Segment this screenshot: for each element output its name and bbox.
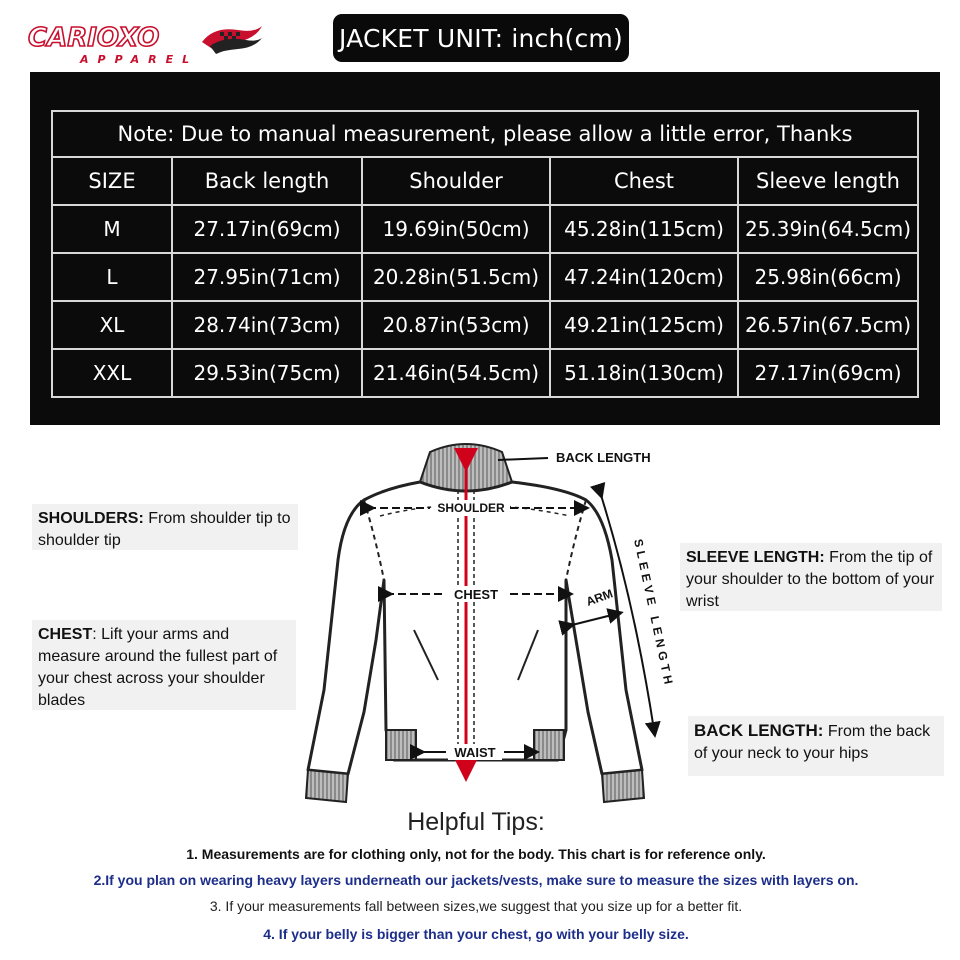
jacket-diagram (298, 430, 678, 810)
size-table-panel (30, 72, 940, 425)
header-shoulder: Shoulder (362, 157, 550, 205)
table-row (52, 349, 918, 397)
table-row (52, 253, 918, 301)
callout-back-text: From the back of your neck to your hips (694, 723, 931, 762)
header-size: SIZE (52, 157, 172, 205)
cell-chest: 47.24in(120cm) (550, 253, 738, 301)
cell-sleeve-length: 26.57in(67.5cm) (738, 301, 918, 349)
callout-sleeve-lead: SLEEVE LENGTH: (686, 549, 825, 566)
tip-item: 4. If your belly is bigger than your chest, go with your belly size. (263, 926, 689, 942)
callout-chest-text: : Lift your arms and measure around the fullest part of your chest across your shoulder blades (38, 626, 278, 709)
cell-back-length: 27.17in(69cm) (172, 205, 362, 253)
cell-size: XXL (52, 349, 172, 397)
callout-shoulders-text: From shoulder tip to shoulder tip (38, 510, 291, 549)
cell-sleeve-length: 25.39in(64.5cm) (738, 205, 918, 253)
callout-shoulders (32, 504, 298, 550)
table-header-row (52, 157, 918, 205)
cell-shoulder: 19.69in(50cm) (362, 205, 550, 253)
unit-title: JACKET UNIT: inch(cm) (333, 14, 629, 62)
table-row (52, 301, 918, 349)
callout-sleeve-length (680, 543, 942, 611)
callout-sleeve-text: From the tip of your shoulder to the bottom of your wrist (686, 549, 935, 610)
header-chest: Chest (550, 157, 738, 205)
cell-chest: 49.21in(125cm) (550, 301, 738, 349)
cell-size: XL (52, 301, 172, 349)
label-waist: WAIST (454, 745, 496, 760)
callout-chest (32, 620, 296, 710)
tips-title: Helpful Tips: (407, 808, 545, 836)
jacket-illustration (298, 430, 678, 810)
logo-graphic (24, 14, 264, 70)
cell-shoulder: 20.87in(53cm) (362, 301, 550, 349)
callout-back-length (688, 716, 944, 776)
callout-shoulders-lead: SHOULDERS: (38, 510, 144, 527)
callout-chest-lead: CHEST (38, 626, 93, 643)
cell-chest: 51.18in(130cm) (550, 349, 738, 397)
cell-back-length: 28.74in(73cm) (172, 301, 362, 349)
label-shoulder: SHOULDER (437, 501, 505, 515)
cell-sleeve-length: 27.17in(69cm) (738, 349, 918, 397)
tip-item: 1. Measurements are for clothing only, not for the body. This chart is for reference only. (186, 846, 766, 862)
tip-item: 2.If you plan on wearing heavy layers underneath our jackets/vests, make sure to measure the sizes with layers on. (93, 872, 859, 888)
cell-size: L (52, 253, 172, 301)
cell-shoulder: 20.28in(51.5cm) (362, 253, 550, 301)
size-table (51, 110, 919, 398)
logo-wordmark: CARIOXO (28, 23, 160, 53)
header-sleeve-length: Sleeve length (738, 157, 918, 205)
brand-logo (24, 14, 264, 70)
cell-sleeve-length: 25.98in(66cm) (738, 253, 918, 301)
table-row (52, 205, 918, 253)
label-sleeve-length: SLEEVE LENGTH (631, 537, 677, 690)
label-arm: ARM (584, 586, 615, 609)
logo-subtitle: APPAREL (80, 53, 199, 66)
tip-item: 3. If your measurements fall between sizes,we suggest that you size up for a better fit. (209, 898, 743, 914)
table-note: Note: Due to manual measurement, please allow a little error, Thanks (52, 111, 918, 157)
cell-back-length: 27.95in(71cm) (172, 253, 362, 301)
label-chest: CHEST (453, 587, 499, 602)
cell-chest: 45.28in(115cm) (550, 205, 738, 253)
callout-back-lead: BACK LENGTH: (694, 721, 824, 740)
cell-back-length: 29.53in(75cm) (172, 349, 362, 397)
header-back-length: Back length (172, 157, 362, 205)
cell-shoulder: 21.46in(54.5cm) (362, 349, 550, 397)
cell-size: M (52, 205, 172, 253)
label-back-length: BACK LENGTH (556, 450, 651, 465)
